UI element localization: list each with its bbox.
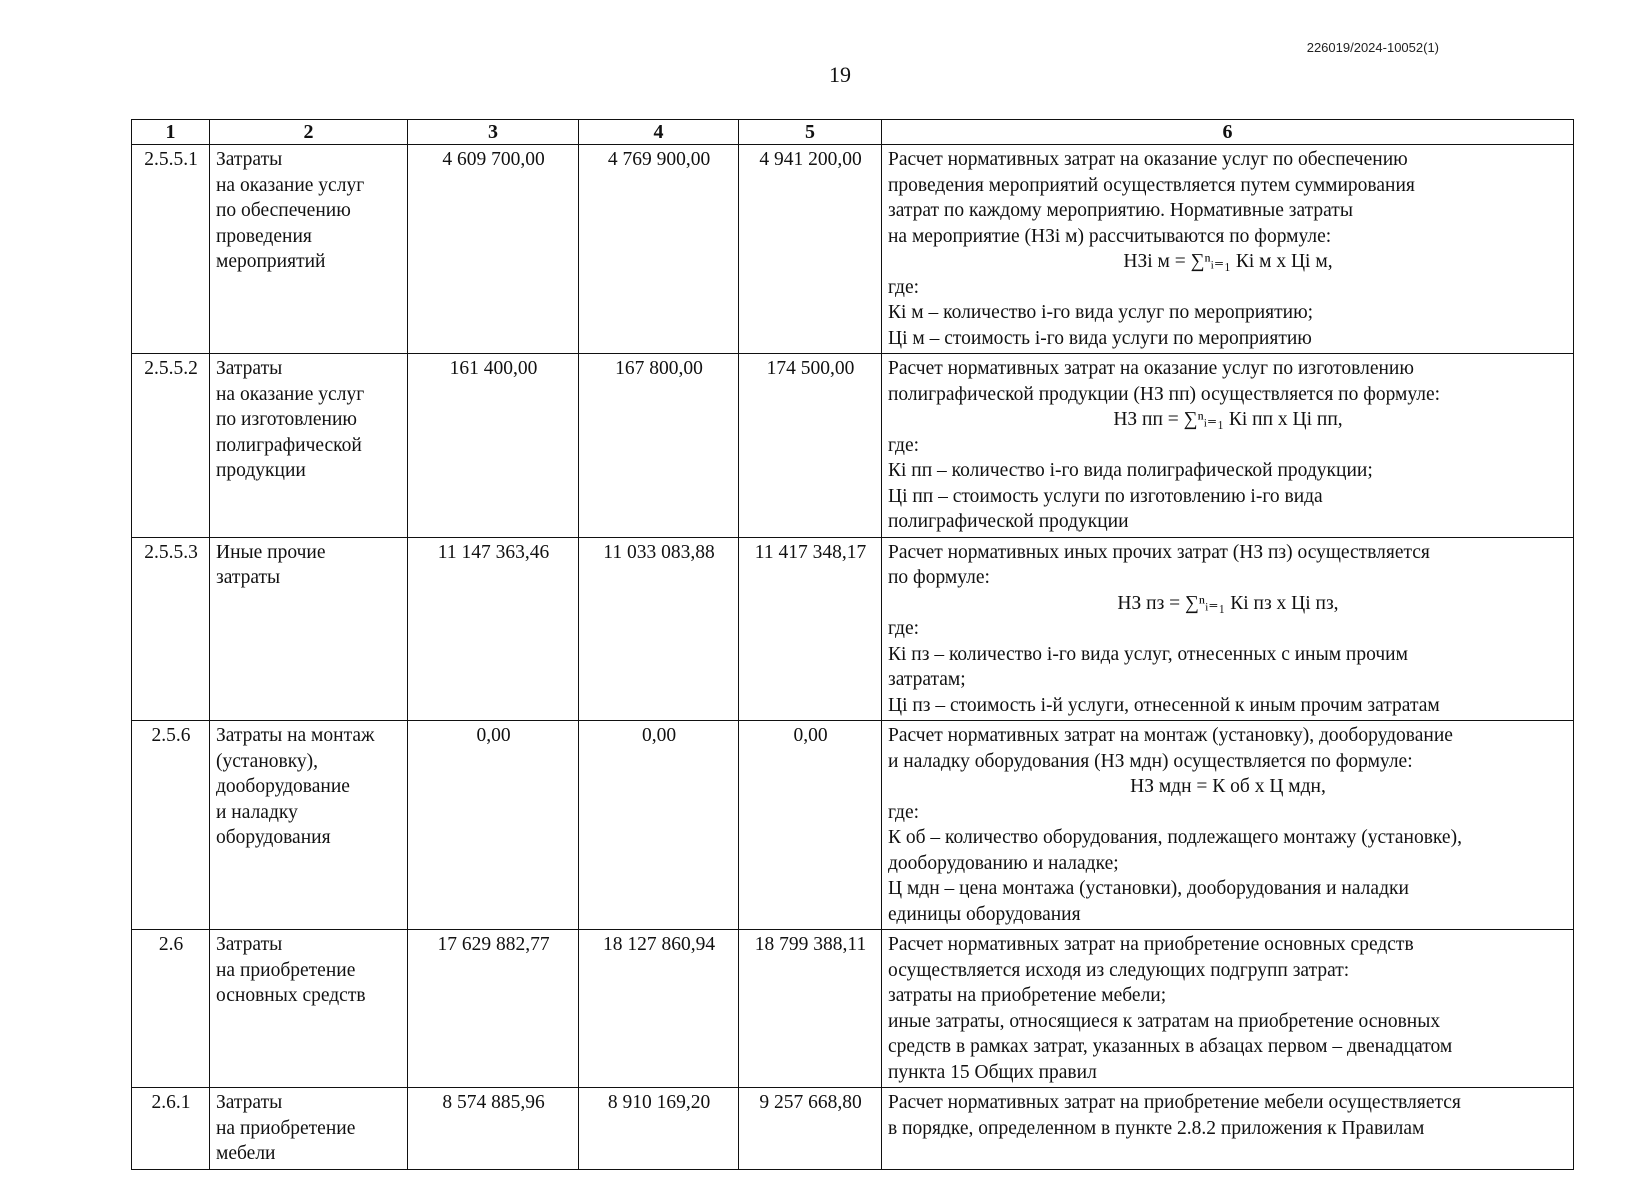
description-line: единицы оборудования (888, 903, 1081, 925)
document-id: 226019/2024-10052(1) (1306, 40, 1439, 55)
description-line: Цi м – стоимость i-го вида услуги по мероприятию (888, 327, 1312, 349)
cost-name-line: Затраты (216, 149, 283, 170)
description-line: Цi пз – стоимость i-й услуги, отнесенной к иным прочим затратам (888, 694, 1440, 716)
table-row (132, 721, 1574, 930)
cost-name-line: по изготовлению (216, 409, 357, 430)
calculation-description (882, 537, 1574, 721)
item-number: 2.5.5.2 (132, 354, 210, 538)
amount-year-3: 18 799 388,11 (739, 930, 882, 1088)
cost-name-line: затраты (216, 567, 281, 588)
description-line: на мероприятие (НЗi м) рассчитываются по формуле: (888, 225, 1332, 247)
description-line: Расчет нормативных затрат на оказание услуг по обеспечению (888, 149, 1408, 170)
amount-year-1: 8 574 885,96 (408, 1088, 579, 1170)
amount-year-3: 0,00 (739, 721, 882, 930)
calculation-description (882, 1088, 1574, 1170)
description-line: Кi м – количество i-го вида услуг по мероприятию; (888, 302, 1314, 323)
description-line: по формуле: (888, 567, 990, 588)
column-header: 3 (408, 120, 579, 145)
description-line: затратам; (888, 669, 966, 690)
cost-name-line: Затраты (216, 358, 283, 379)
amount-year-3: 11 417 348,17 (739, 537, 882, 721)
cost-name-line: Затраты (216, 1092, 283, 1113)
cost-name-line: на оказание услуг (216, 383, 365, 405)
description-line: затраты на приобретение мебели; (888, 985, 1167, 1006)
description-line: где: (888, 618, 920, 639)
page-number: 19 (829, 62, 851, 87)
description-line: иные затраты, относящиеся к затратам на приобретение основных (888, 1010, 1441, 1032)
calculation-description (882, 721, 1574, 930)
description-line: Цi пп – стоимость услуги по изготовлению i-го вида (888, 485, 1323, 507)
cost-name-line: дооборудование (216, 776, 350, 797)
cost-name-line: и наладку (216, 801, 298, 823)
column-header: 1 (132, 120, 210, 145)
calculation-description (882, 145, 1574, 354)
calculation-description (882, 930, 1574, 1088)
description-line: и наладку оборудования (НЗ мдн) осуществляется по формуле: (888, 750, 1413, 772)
amount-year-2: 18 127 860,94 (579, 930, 739, 1088)
amount-year-1: 161 400,00 (408, 354, 579, 538)
item-number: 2.5.6 (132, 721, 210, 930)
formula: НЗ пп = ∑ⁿᵢ₌₁ Кi пп х Цi пп, (1113, 409, 1343, 430)
column-header: 6 (882, 120, 1574, 145)
cost-name-line: полиграфической (216, 434, 362, 456)
amount-year-2: 4 769 900,00 (579, 145, 739, 354)
cost-name-line: по обеспечению (216, 200, 351, 221)
table-row (132, 145, 1574, 354)
description-line: полиграфической продукции (НЗ пп) осуществляется по формуле: (888, 383, 1441, 405)
cost-name (210, 930, 408, 1088)
description-line: проведения мероприятий осуществляется путем суммирования (888, 174, 1415, 196)
cost-name-line: основных средств (216, 985, 366, 1006)
calculation-description (882, 354, 1574, 538)
cost-name-line: проведения (216, 225, 312, 247)
column-header: 5 (739, 120, 882, 145)
cost-name-line: продукции (216, 460, 306, 481)
formula: НЗi м = ∑ⁿᵢ₌₁ Кi м х Цi м, (1123, 251, 1333, 272)
item-number: 2.5.5.1 (132, 145, 210, 354)
description-line: где: (888, 276, 920, 298)
cost-name-line: Затраты (216, 934, 283, 955)
formula: НЗ пз = ∑ⁿᵢ₌₁ Кi пз х Цi пз, (1117, 592, 1339, 614)
cost-name-line: на приобретение (216, 1117, 356, 1139)
cost-name-line: на оказание услуг (216, 174, 365, 196)
cost-name-line: мебели (216, 1143, 276, 1164)
cost-name (210, 721, 408, 930)
cost-name-line: мероприятий (216, 251, 326, 272)
formula: НЗ мдн = К об х Ц мдн, (1130, 776, 1326, 797)
cost-name (210, 145, 408, 354)
amount-year-1: 17 629 882,77 (408, 930, 579, 1088)
amount-year-3: 4 941 200,00 (739, 145, 882, 354)
column-header: 2 (210, 120, 408, 145)
cost-name-line: на приобретение (216, 959, 356, 981)
table-row (132, 537, 1574, 721)
amount-year-2: 8 910 169,20 (579, 1088, 739, 1170)
description-line: где: (888, 434, 920, 456)
table-body (132, 145, 1574, 1170)
description-line: Расчет нормативных затрат на приобретение основных средств (888, 934, 1414, 955)
item-number: 2.6.1 (132, 1088, 210, 1170)
cost-name-line: оборудования (216, 827, 331, 848)
description-line: полиграфической продукции (888, 511, 1129, 532)
item-number: 2.5.5.3 (132, 537, 210, 721)
description-line: Кi пп – количество i-го вида полиграфической продукции; (888, 460, 1373, 481)
cost-norms-table (131, 119, 1574, 1170)
amount-year-3: 174 500,00 (739, 354, 882, 538)
cost-name (210, 354, 408, 538)
amount-year-1: 11 147 363,46 (408, 537, 579, 721)
cost-name (210, 537, 408, 721)
amount-year-1: 4 609 700,00 (408, 145, 579, 354)
amount-year-2: 11 033 083,88 (579, 537, 739, 721)
description-line: Расчет нормативных затрат на приобретение мебели осуществляется (888, 1092, 1461, 1113)
description-line: К об – количество оборудования, подлежащего монтажу (установке), (888, 827, 1462, 848)
description-line: где: (888, 801, 920, 823)
item-number: 2.6 (132, 930, 210, 1088)
description-line: средств в рамках затрат, указанных в абзацах первом – двенадцатом (888, 1036, 1453, 1057)
cost-name-line: (установку), (216, 750, 319, 772)
description-line: дооборудованию и наладке; (888, 852, 1119, 874)
description-line: пункта 15 Общих правил (888, 1061, 1097, 1083)
cost-name-line: Иные прочие (216, 541, 326, 563)
description-line: Расчет нормативных затрат на монтаж (установку), дооборудование (888, 725, 1453, 746)
description-line: затрат по каждому мероприятию. Нормативные затраты (888, 200, 1353, 221)
table-row (132, 354, 1574, 538)
description-line: Ц мдн – цена монтажа (установки), дооборудования и наладки (888, 878, 1409, 899)
table-header-row (132, 120, 1574, 145)
cost-name-line: Затраты на монтаж (216, 725, 375, 746)
cost-name (210, 1088, 408, 1170)
amount-year-1: 0,00 (408, 721, 579, 930)
table-row (132, 930, 1574, 1088)
description-line: Расчет нормативных затрат на оказание услуг по изготовлению (888, 358, 1414, 379)
description-line: Кi пз – количество i-го вида услуг, отнесенных с иным прочим (888, 643, 1408, 665)
description-line: Расчет нормативных иных прочих затрат (НЗ пз) осуществляется (888, 541, 1430, 563)
amount-year-2: 167 800,00 (579, 354, 739, 538)
amount-year-3: 9 257 668,80 (739, 1088, 882, 1170)
column-header: 4 (579, 120, 739, 145)
table-row (132, 1088, 1574, 1170)
description-line: в порядке, определенном в пункте 2.8.2 приложения к Правилам (888, 1117, 1425, 1139)
description-line: осуществляется исходя из следующих подгрупп затрат: (888, 959, 1350, 981)
amount-year-2: 0,00 (579, 721, 739, 930)
